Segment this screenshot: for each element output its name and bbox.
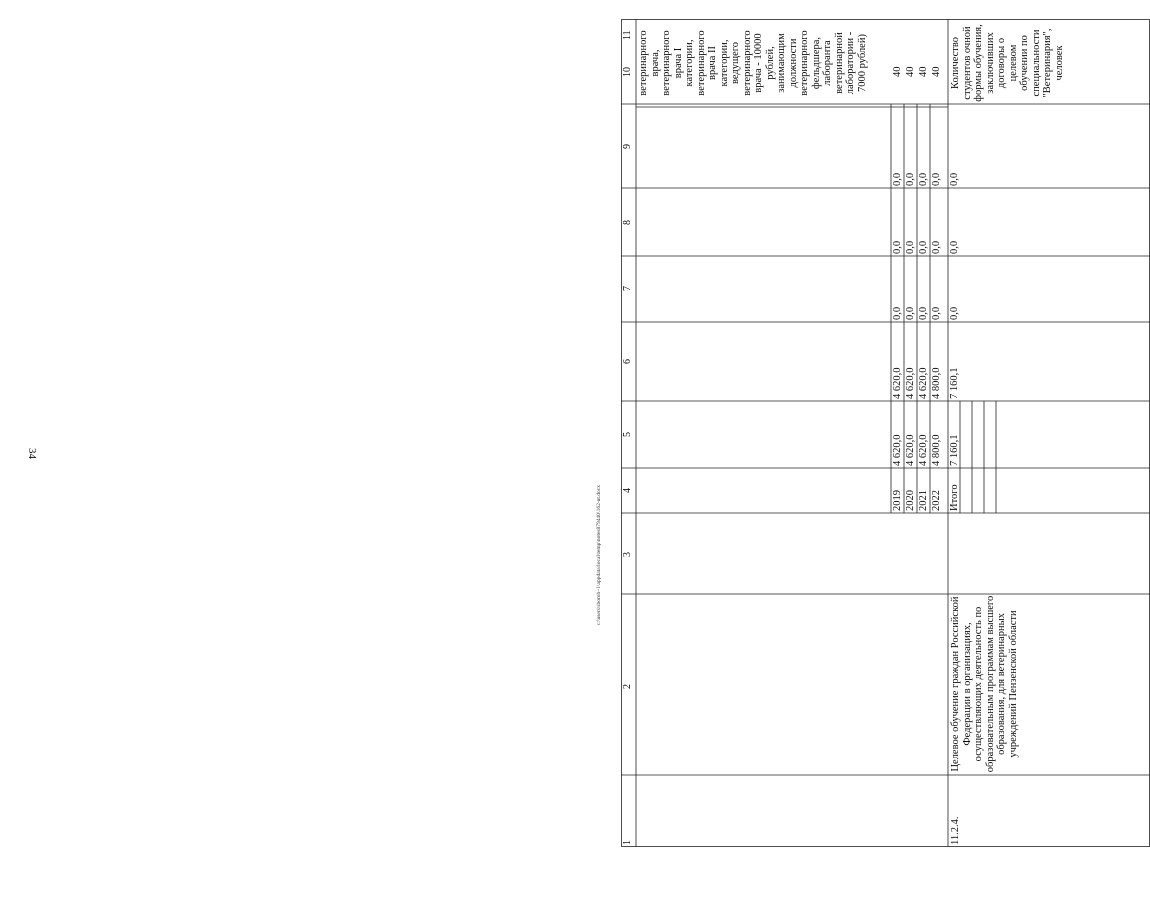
federal-cell: 0,0: [905, 306, 916, 320]
regional-cell: 4 620,0: [905, 367, 916, 399]
continued-row-col10: 40: [892, 66, 903, 77]
header-col-9: 9: [622, 144, 633, 149]
year-cell-total: Итого: [949, 484, 960, 511]
year-cell: 2019: [892, 490, 903, 511]
header-col-1: 1: [622, 840, 633, 845]
header-col-11: 11: [622, 30, 633, 40]
rotated-table-sheet: [92, 19, 1065, 847]
other-cell: 0,0: [918, 172, 929, 186]
year-cell: 2022: [931, 490, 942, 511]
regional-cell: 4 620,0: [918, 367, 929, 399]
local-cell: 0,0: [931, 240, 942, 254]
continued-text-col10: ветеринарного врача, ветеринарного врача I категории, ветеринарного врача II категории, ведущего ветеринарного врача - 10000 рублей, занимающим должности ветеринарного фельдшера, лаборанта ветеринарной лаборатории - 7000 рублей): [638, 30, 868, 96]
local-cell: 0,0: [949, 240, 960, 254]
total-cell: 7 160,1: [949, 434, 960, 466]
regional-cell: 4 620,0: [892, 367, 903, 399]
total-cell: 4 620,0: [905, 434, 916, 466]
continued-row-col10: 40: [931, 66, 942, 77]
other-cell: 0,0: [892, 172, 903, 186]
local-cell: 0,0: [918, 240, 929, 254]
header-col-7: 7: [622, 286, 633, 291]
header-col-8: 8: [622, 220, 633, 225]
total-cell: 4 800,0: [931, 434, 942, 466]
header-col-10: 10: [622, 67, 633, 77]
federal-cell: 0,0: [931, 306, 942, 320]
header-col-4: 4: [622, 488, 633, 493]
regional-cell: 4 800,0: [931, 367, 942, 399]
indicator-text: Количество студентов очной формы обучения, заключивших договоры о целевом обучении по специальности "Ветеринария", человек: [950, 24, 1065, 102]
section-number: 11.2.4.: [950, 816, 961, 845]
federal-cell: 0,0: [949, 306, 960, 320]
footer-file-path: c:\users\sborob~1\appdata\local\temp\notes879440\162-ut.docx: [596, 485, 602, 625]
year-cell: 2020: [905, 490, 916, 511]
section-name: Целевое обучение граждан Российской Федерации в организациях, осуществляющих деятельность по образовательным программам высшего образования, для ветеринарных учреждений Пензенской области: [950, 595, 1019, 773]
local-cell: 0,0: [892, 240, 903, 254]
continued-row-col10: 40: [905, 66, 916, 77]
other-cell: 0,0: [931, 172, 942, 186]
total-cell: 4 620,0: [892, 434, 903, 466]
total-cell: 4 620,0: [918, 434, 929, 466]
header-col-2: 2: [622, 684, 633, 689]
continued-row-col10: 40: [918, 66, 929, 77]
other-cell: 0,0: [905, 172, 916, 186]
table-grid-lines: [621, 19, 1150, 847]
local-cell: 0,0: [905, 240, 916, 254]
federal-cell: 0,0: [918, 306, 929, 320]
year-cell: 2021: [918, 490, 929, 511]
regional-cell: 7 160,1: [949, 367, 960, 399]
page-number: 34: [26, 448, 38, 459]
budget-table: [621, 19, 1150, 847]
header-col-5: 5: [622, 432, 633, 437]
header-col-3: 3: [622, 552, 633, 557]
other-cell: 0,0: [949, 172, 960, 186]
federal-cell: 0,0: [892, 306, 903, 320]
header-col-6: 6: [622, 359, 633, 364]
